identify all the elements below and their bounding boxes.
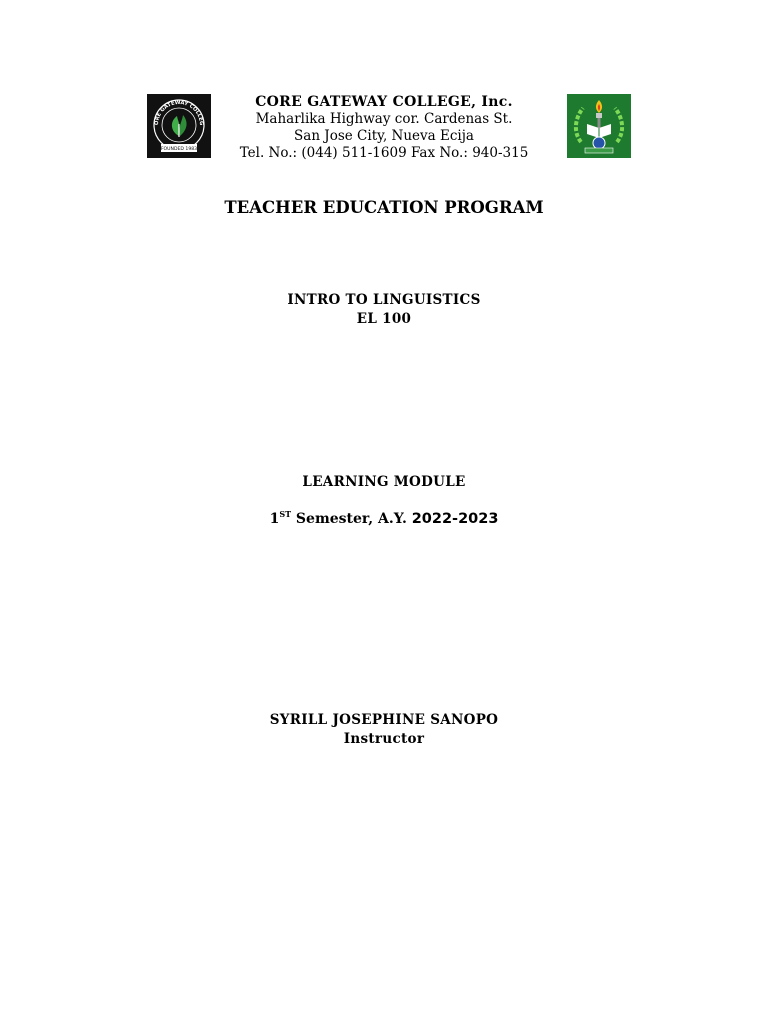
address-line-2: San Jose City, Nueva Ecija — [294, 128, 474, 144]
academic-year: 2022-2023 — [411, 511, 499, 527]
semester-text: Semester, A.Y. — [291, 511, 412, 527]
module-title: LEARNING MODULE — [302, 474, 466, 490]
semester-suffix: ST — [279, 509, 292, 519]
semester-number: 1 — [269, 511, 280, 527]
course-block — [0, 291, 768, 329]
instructor-role: Instructor — [343, 731, 425, 747]
instructor-block — [0, 711, 768, 749]
svg-text:FOUNDED 1983: FOUNDED 1983 — [160, 147, 198, 152]
address-line-1: Maharlika Highway cor. Cardenas St. — [255, 111, 513, 127]
course-name: INTRO TO LINGUISTICS — [287, 292, 481, 308]
semester-line — [0, 509, 768, 529]
college-name: CORE GATEWAY COLLEGE, Inc. — [255, 94, 513, 110]
svg-text:CORE GATEWAY COLLEGE: ORE GATEWAY COLLEG — [153, 99, 205, 126]
program-title: TEACHER EDUCATION PROGRAM — [224, 198, 544, 217]
contact-line: Tel. No.: (044) 511-1609 Fax No.: 940-315 — [239, 145, 529, 161]
course-code: EL 100 — [356, 311, 412, 327]
letterhead — [0, 94, 768, 162]
instructor-name: SYRILL JOSEPHINE SANOPO — [269, 712, 499, 728]
